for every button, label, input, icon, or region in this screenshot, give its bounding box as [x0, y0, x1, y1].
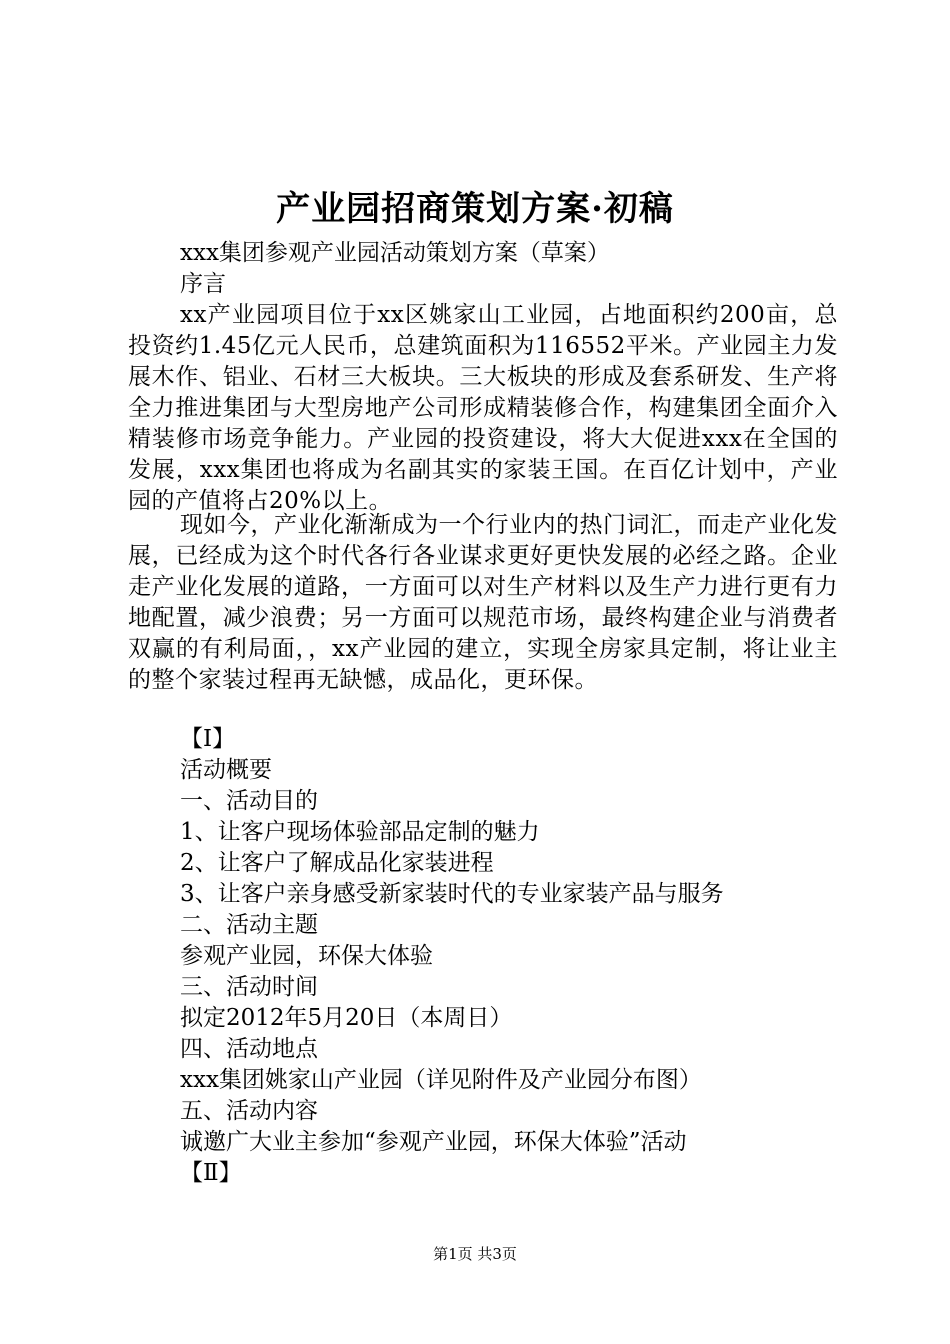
section-marker-2: 【Ⅱ】: [180, 1160, 242, 1186]
outline-heading: 活动概要: [180, 757, 272, 783]
paragraph-intro: xx产业园项目位于xx区姚家山工业园，占地面积约200亩，总投资约1.45亿元人民币，总建筑面积为116552平米。产业园主力发展木作、铝业、石材三大板块。三大板块的形成及套系研发、生产将全力推进集团与大型房地产公司形成精装修合作，构建集团全面介入精装修市场竞争能力。产业园的投资建设，将大大促进xxx在全国的发展，xxx集团也将成为名副其实的家装王国。在百亿计划中，产业园的产值将占20%以上。: [128, 302, 838, 514]
document-subtitle: xxx集团参观产业园活动策划方案（草案）: [180, 240, 610, 266]
outline-item: 参观产业园，环保大体验: [180, 943, 433, 969]
page-footer: 第1页 共3页: [433, 1245, 517, 1263]
outline-item: 诚邀广大业主参加“参观产业园，环保大体验”活动: [180, 1129, 687, 1155]
document-title: 产业园招商策划方案·初稿: [276, 189, 674, 229]
outline-item: 五、活动内容: [180, 1098, 318, 1124]
section-marker-1: 【Ⅰ】: [180, 726, 236, 752]
outline-item: 二、活动主题: [180, 912, 318, 938]
outline-item: 拟定2012年5月20日（本周日）: [180, 1005, 513, 1031]
outline-item: 3、让客户亲身感受新家装时代的专业家装产品与服务: [180, 881, 724, 907]
preface-heading: 序言: [180, 271, 226, 297]
outline-item: 四、活动地点: [180, 1036, 318, 1062]
paragraph-industrialization: 现如今，产业化渐渐成为一个行业内的热门词汇，而走产业化发展，已经成为这个时代各行各业谋求更好更快发展的必经之路。企业走产业化发展的道路，一方面可以对生产材料以及生产力进行更有力地配置，减少浪费；另一方面可以规范市场，最终构建企业与消费者双赢的有利局面，，xx产业园的建立，实现全房家具定制，将让业主的整个家装过程再无缺憾，成品化，更环保。: [128, 512, 838, 693]
outline-item: 1、让客户现场体验部品定制的魅力: [180, 819, 540, 845]
outline-item: 2、让客户了解成品化家装进程: [180, 850, 494, 876]
outline-item: 三、活动时间: [180, 974, 318, 1000]
outline-item: xxx集团姚家山产业园（详见附件及产业园分布图）: [180, 1067, 702, 1093]
outline-item: 一、活动目的: [180, 788, 318, 814]
